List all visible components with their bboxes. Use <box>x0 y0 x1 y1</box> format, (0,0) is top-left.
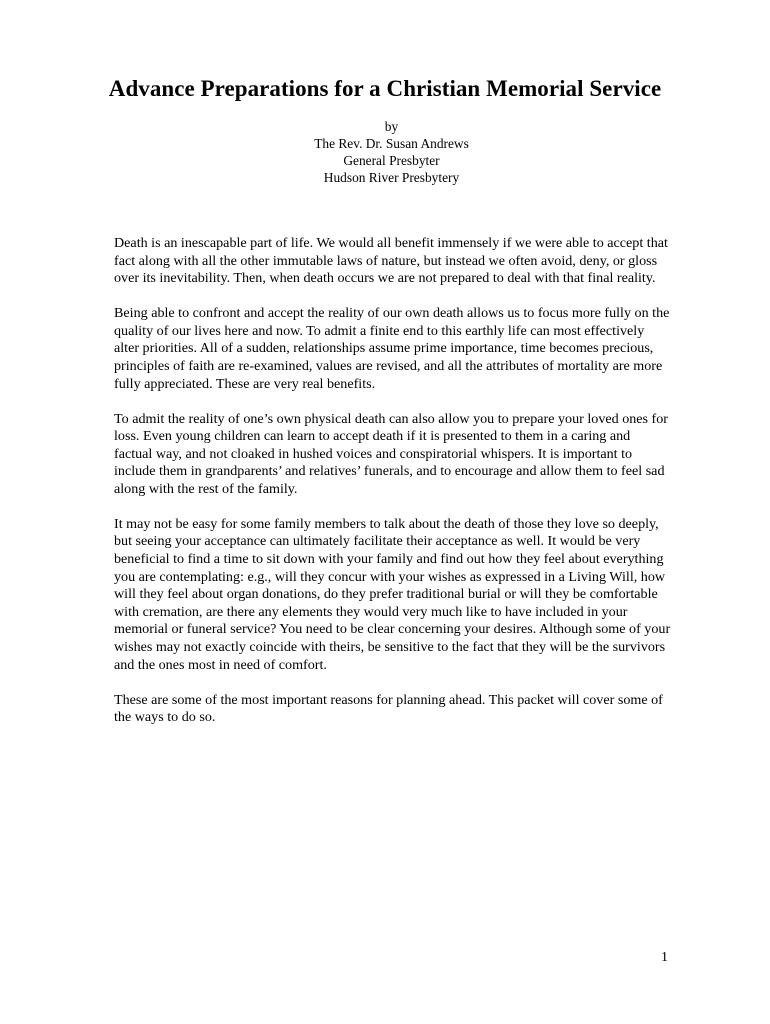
byline-by: by <box>384 119 399 134</box>
document-title: Advance Preparations for a Christian Memorial Service <box>108 76 662 101</box>
byline-position: General Presbyter <box>343 153 440 168</box>
paragraph: Death is an inescapable part of life. We would all benefit immensely if we were able to accept that fact along with all the other immutable laws of nature, but instead we often avoid, deny, or gloss over its inevitability. Then, when death occurs we are not prepared to deal with that final reality. <box>114 235 668 287</box>
document-body <box>114 235 672 744</box>
paragraph: These are some of the most important reasons for planning ahead. This packet will cover some of the ways to do so. <box>114 691 663 726</box>
byline-author: The Rev. Dr. Susan Andrews <box>314 136 469 151</box>
paragraph: It may not be easy for some family members to talk about the death of those they love so deeply, but seeing your acceptance can ultimately facilitate their acceptance as well. It would be very beneficial to find a time to sit down with your family and find out how they feel about everything you are contemplating: e.g., will they concur with your wishes as expressed in a Living Will, how will they feel about organ donations, do they prefer traditional burial or will they be comfortable with cremation, are there any elements they would very much like to have included in your memorial or funeral service? You need to be clear concerning your desires. Although some of your wishes may not exactly coincide with theirs, be sensitive to the fact that they will be the survivors and the ones most in need of comfort. <box>114 515 671 673</box>
byline-organization: Hudson River Presbytery <box>323 170 460 185</box>
page-number: 1 <box>661 950 668 965</box>
byline <box>0 118 770 186</box>
paragraph: Being able to confront and accept the reality of our own death allows us to focus more fully on the quality of our lives here and now. To admit a finite end to this earthly life can most effectively alter priorities. All of a sudden, relationships assume prime importance, time becomes precious, principles of faith are re-examined, values are revised, and all the attributes of mortality are more fully appreciated. These are very real benefits. <box>114 305 670 392</box>
paragraph: To admit the reality of one’s own physical death can also allow you to prepare your loved ones for loss. Even young children can learn to accept death if it is presented to them in a caring and factual way, and not cloaked in hushed voices and conspiratorial whispers. It is important to include them in grandparents’ and relatives’ funerals, and to encourage and allow them to feel sad along with the rest of the family. <box>114 410 668 497</box>
